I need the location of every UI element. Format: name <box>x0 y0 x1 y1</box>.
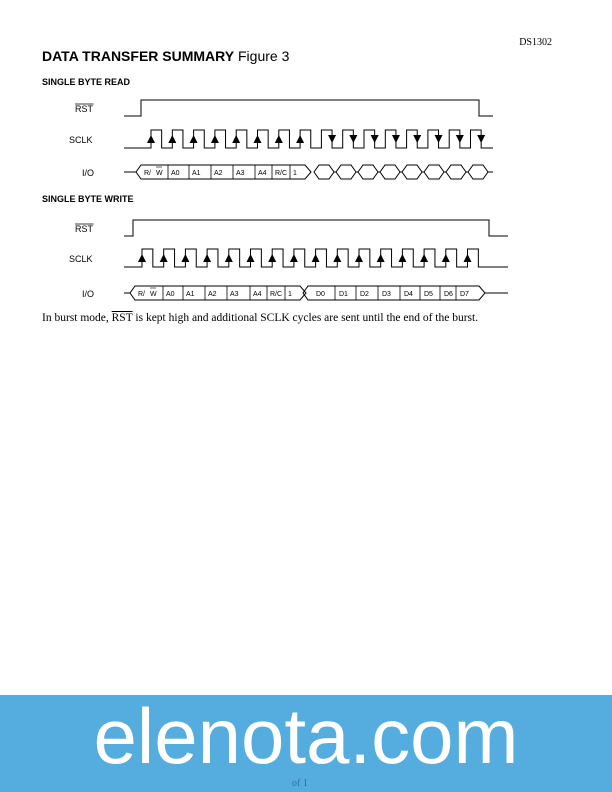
read-io-cell: R/ <box>144 170 151 177</box>
figure-title-bold: DATA TRANSFER SUMMARY <box>42 48 235 64</box>
write-rising-edge-arrow-icon <box>290 254 298 262</box>
read-io-data-cell <box>380 165 400 179</box>
write-sclk-label: SCLK <box>69 254 93 264</box>
write-rising-edge-arrow-icon <box>377 254 385 262</box>
note-signal: $\overline{RST}$ <box>111 312 133 324</box>
write-io-data-cell: D1 <box>339 291 348 298</box>
read-io-label: I/O <box>82 168 95 178</box>
write-rising-edge-arrow-icon <box>203 254 211 262</box>
burst-mode-note <box>42 312 478 324</box>
read-rising-edge-arrow-icon <box>254 135 262 143</box>
read-rising-edge-arrow-icon <box>211 135 219 143</box>
read-io-cell: R/C <box>275 170 288 177</box>
read-rising-edge-arrow-icon <box>296 135 304 143</box>
read-falling-edge-arrow-icon <box>456 135 464 143</box>
write-rising-edge-arrow-icon <box>355 254 363 262</box>
write-rising-edge-arrow-icon <box>398 254 406 262</box>
write-io-cell: A2 <box>208 291 217 298</box>
write-io-data-cell: D5 <box>424 291 433 298</box>
read-io-data-cell <box>336 165 356 179</box>
read-io-cell: A2 <box>214 170 223 177</box>
figure-number: Figure 3 <box>238 48 290 64</box>
timing-diagram <box>0 0 612 320</box>
read-falling-edge-arrow-icon <box>328 135 336 143</box>
write-rst-waveform <box>124 220 508 236</box>
read-io-cell: A4 <box>258 170 267 177</box>
read-io-cell: 1 <box>293 170 297 177</box>
write-rising-edge-arrow-icon <box>225 254 233 262</box>
read-io-data-cell <box>358 165 378 179</box>
write-io-data-cell: D4 <box>404 291 413 298</box>
read-io-data-cell <box>446 165 466 179</box>
write-io-data-cell: D7 <box>460 291 469 298</box>
read-sclk-label: SCLK <box>69 135 93 145</box>
write-io-data-cell: D2 <box>360 291 369 298</box>
write-io-data-cell: D3 <box>382 291 391 298</box>
write-io-cell: A4 <box>253 291 262 298</box>
write-io-data-frame <box>303 286 485 300</box>
write-rising-edge-arrow-icon <box>420 254 428 262</box>
write-io-cell: 1 <box>288 291 292 298</box>
read-io-cell: A3 <box>236 170 245 177</box>
read-falling-edge-arrow-icon <box>392 135 400 143</box>
read-io-data-cell <box>314 165 334 179</box>
write-heading: SINGLE BYTE WRITE <box>42 194 134 204</box>
write-io-cell: R/C <box>270 291 283 298</box>
read-rising-edge-arrow-icon <box>147 135 155 143</box>
write-io-data-cell: D6 <box>444 291 453 298</box>
read-rst-waveform <box>124 100 493 116</box>
read-io-data-cell <box>468 165 488 179</box>
write-io-cell: R/ <box>138 291 145 298</box>
write-rising-edge-arrow-icon <box>312 254 320 262</box>
write-rst-label: RST <box>75 224 93 234</box>
document-id: DS1302 <box>519 37 552 48</box>
write-rising-edge-arrow-icon <box>247 254 255 262</box>
write-io-data-cell: D0 <box>316 291 325 298</box>
page-number: of 1 <box>292 778 308 789</box>
read-rising-edge-arrow-icon <box>168 135 176 143</box>
write-rising-edge-arrow-icon <box>333 254 341 262</box>
read-io-data-cell <box>424 165 444 179</box>
note-text-end: is kept high and additional SCLK cycles are sent until the end of the burst. <box>132 312 479 324</box>
write-rising-edge-arrow-icon <box>268 254 276 262</box>
write-rising-edge-arrow-icon <box>160 254 168 262</box>
watermark-banner <box>0 692 612 792</box>
read-falling-edge-arrow-icon <box>349 135 357 143</box>
read-falling-edge-arrow-icon <box>371 135 379 143</box>
read-rising-edge-arrow-icon <box>232 135 240 143</box>
read-heading: SINGLE BYTE READ <box>42 77 131 87</box>
read-io-data-cell <box>402 165 422 179</box>
read-io-cell: A0 <box>171 170 180 177</box>
read-io-cell-rw-bar: W <box>156 170 163 177</box>
note-text: In burst mode, <box>42 312 112 324</box>
write-io-cell: A3 <box>230 291 239 298</box>
watermark-text: elenota.com <box>93 692 519 780</box>
write-io-cell-rw-bar: W <box>150 291 157 298</box>
write-io-cell: A1 <box>186 291 195 298</box>
read-falling-edge-arrow-icon <box>435 135 443 143</box>
read-io-cell: A1 <box>192 170 201 177</box>
write-rising-edge-arrow-icon <box>181 254 189 262</box>
read-rst-label: RST <box>75 104 93 114</box>
write-rising-edge-arrow-icon <box>442 254 450 262</box>
write-rising-edge-arrow-icon <box>464 254 472 262</box>
write-io-cell: A0 <box>166 291 175 298</box>
read-falling-edge-arrow-icon <box>477 135 485 143</box>
write-io-label: I/O <box>82 289 95 299</box>
read-rising-edge-arrow-icon <box>190 135 198 143</box>
read-rising-edge-arrow-icon <box>275 135 283 143</box>
write-rising-edge-arrow-icon <box>138 254 146 262</box>
read-falling-edge-arrow-icon <box>413 135 421 143</box>
